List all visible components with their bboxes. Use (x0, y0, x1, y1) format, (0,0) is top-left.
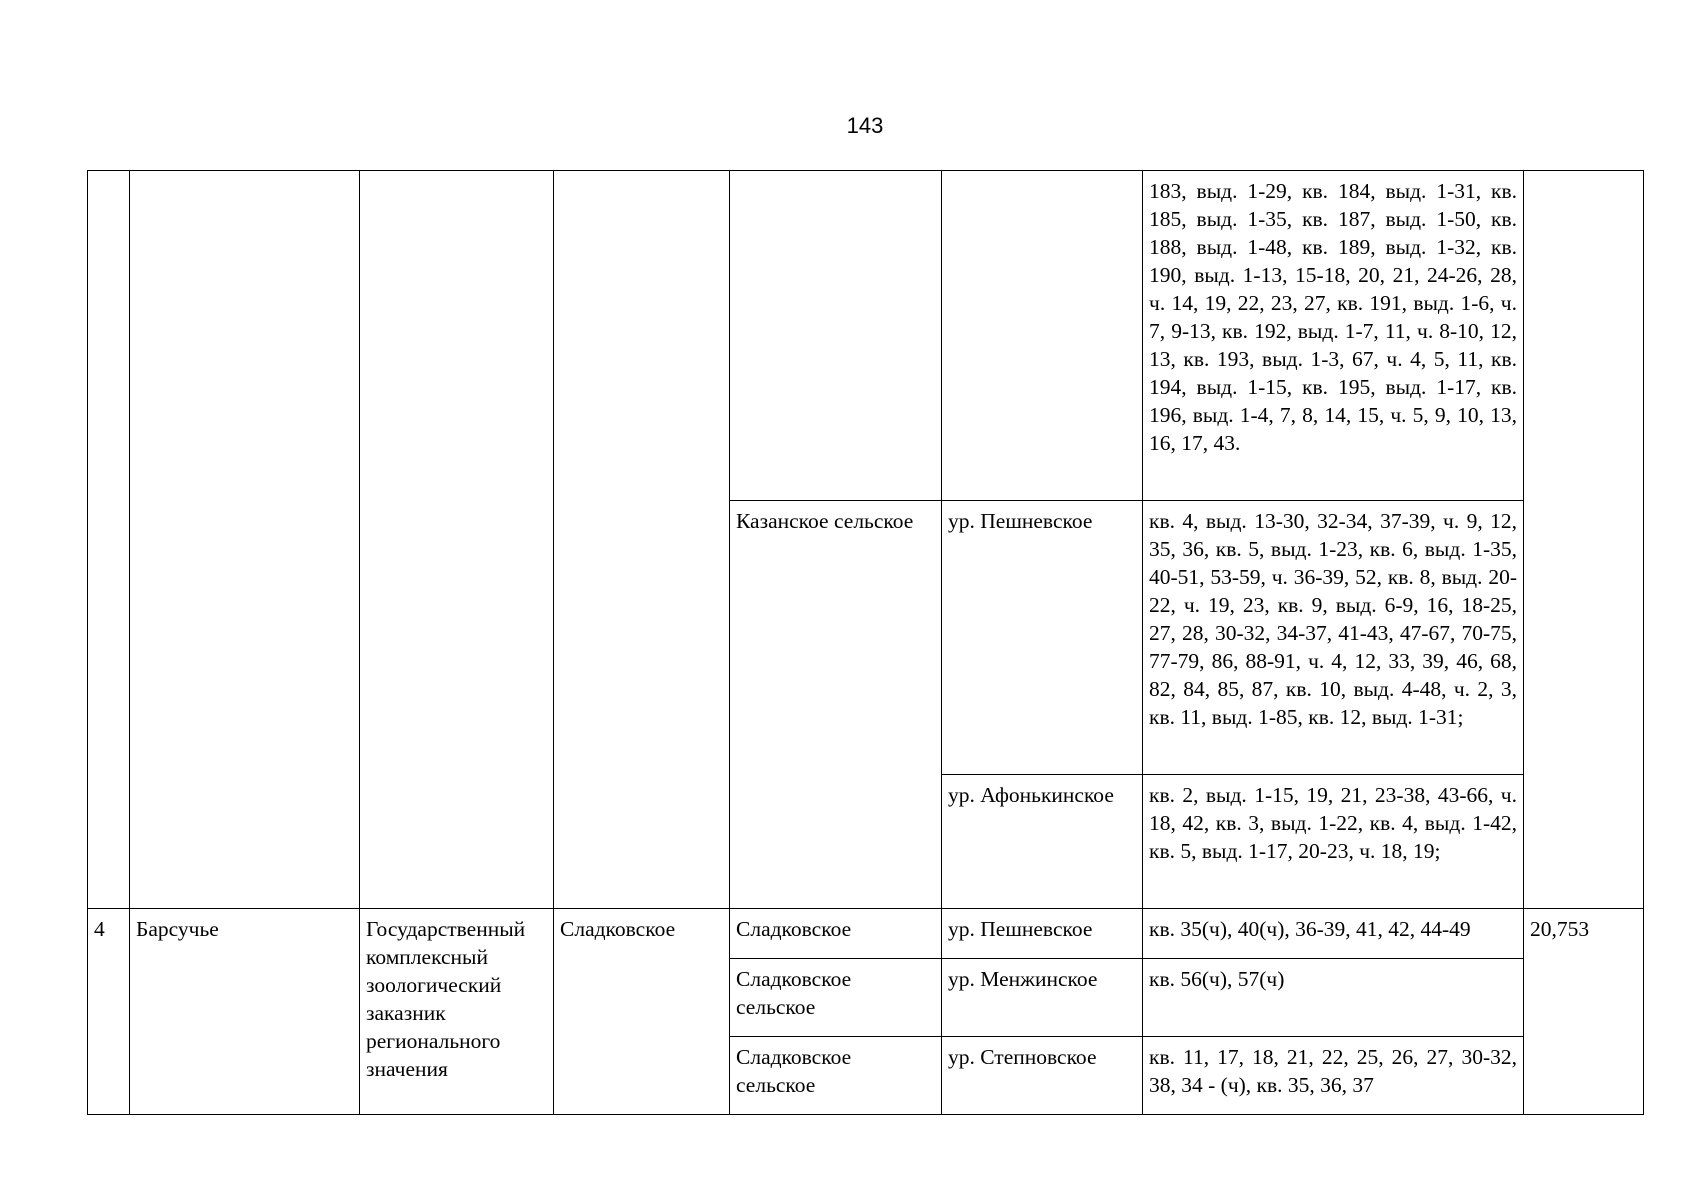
cell-quarters-continued (1143, 171, 1524, 501)
quarters-text: 183, выд. 1-29, кв. 184, выд. 1-31, кв. 185, выд. 1-35, кв. 187, выд. 1-50, кв. 188, выд. 1-48, кв. 189, выд. 1-32, кв. 190, выд. 1-13, 15-18, 20, 21, 24-26, 28, ч. 14, 19, 22, 23, 27, кв. 191, выд. 1-6, ч. 7, 9-13, кв. 192, выд. 1-7, 11, ч. 8-10, 12, 13, кв. 193, выд. 1-3, 67, ч. 4, 5, 11, кв. 194, выд. 1-15, кв. 195, выд. 1-17, кв. 196, выд. 1-4, 7, 8, 14, 15, ч. 5, 9, 10, 13, 16, 17, 43. (1149, 179, 1517, 455)
cell-quarters (1143, 959, 1524, 1037)
cell-name (130, 909, 360, 1115)
cell-area-value (1524, 909, 1644, 1115)
cell-tract-continued (942, 171, 1143, 501)
settlement-text: Сладковское (736, 917, 852, 941)
quarters-text: кв. 4, выд. 13-30, 32-34, 37-39, ч. 9, 12, 35, 36, кв. 5, выд. 1-23, кв. 6, выд. 1-35, 40-51, 53-59, ч. 36-39, 52, кв. 8, выд. 20-22, ч. 19, 23, кв. 9, выд. 6-9, 16, 18-25, 27, 28, 30-32, 34-37, 41-43, 47-67, 70-75, 77-79, 86, 88-91, ч. 4, 12, 33, 39, 46, 68, 82, 84, 85, 87, кв. 10, выд. 4-48, ч. 2, 3, кв. 11, выд. 1-85, кв. 12, выд. 1-31; (1149, 509, 1517, 729)
tract-text: ур. Пешневское (948, 917, 1093, 941)
row-number-text: 4 (94, 917, 105, 941)
tract-text: ур. Менжинское (948, 967, 1098, 991)
settlement-text: Сладковское сельское (736, 967, 852, 1019)
quarters-text: кв. 11, 17, 18, 21, 22, 25, 26, 27, 30-32, 38, 34 - (ч), кв. 35, 36, 37 (1149, 1045, 1517, 1097)
protected-areas-table (87, 170, 1644, 1115)
cell-settlement (730, 1037, 942, 1115)
cell-quarters-peshnevskoe (1143, 501, 1524, 775)
page-number: 143 (846, 113, 884, 138)
cell-area-continued (1524, 171, 1644, 909)
cell-name-continued (130, 171, 360, 909)
cell-tract-afonkinskoe (942, 775, 1143, 909)
cell-tract (942, 909, 1143, 959)
area-value-text: 20,753 (1530, 917, 1590, 941)
cell-district-continued (554, 171, 730, 909)
cell-settlement (730, 959, 942, 1037)
cell-tract-peshnevskoe (942, 501, 1143, 775)
table-row-continued-1 (88, 171, 1644, 501)
cell-number-continued (88, 171, 130, 909)
cell-settlement-kazanskoe (730, 501, 942, 909)
cell-district (554, 909, 730, 1115)
quarters-text: кв. 35(ч), 40(ч), 36-39, 41, 42, 44-49 (1149, 917, 1471, 941)
cell-number (88, 909, 130, 1115)
quarters-text: кв. 56(ч), 57(ч) (1149, 967, 1285, 991)
cell-tract (942, 959, 1143, 1037)
cell-quarters (1143, 909, 1524, 959)
tract-text: ур. Пешневское (948, 509, 1093, 533)
tract-text: ур. Афонькинское (948, 783, 1114, 807)
cell-quarters (1143, 1037, 1524, 1115)
quarters-text: кв. 2, выд. 1-15, 19, 21, 23-38, 43-66, ч. 18, 42, кв. 3, выд. 1-22, кв. 4, выд. 1-42, кв. 5, выд. 1-17, 20-23, ч. 18, 19; (1149, 783, 1517, 863)
cell-settlement (730, 909, 942, 959)
district-text: Сладковское (560, 917, 676, 941)
table-row-4-sub-1 (88, 909, 1644, 959)
category-text: Государственный комплексный зоологический заказник регионального значения (366, 917, 526, 1081)
area-name-text: Барсучье (136, 917, 219, 941)
cell-tract (942, 1037, 1143, 1115)
tract-text: ур. Степновское (948, 1045, 1097, 1069)
settlement-text: Казанское сельское (736, 509, 914, 533)
cell-quarters-afonkinskoe (1143, 775, 1524, 909)
cell-category-continued (360, 171, 554, 909)
cell-category (360, 909, 554, 1115)
settlement-text: Сладковское сельское (736, 1045, 852, 1097)
cell-settlement-continued (730, 171, 942, 501)
